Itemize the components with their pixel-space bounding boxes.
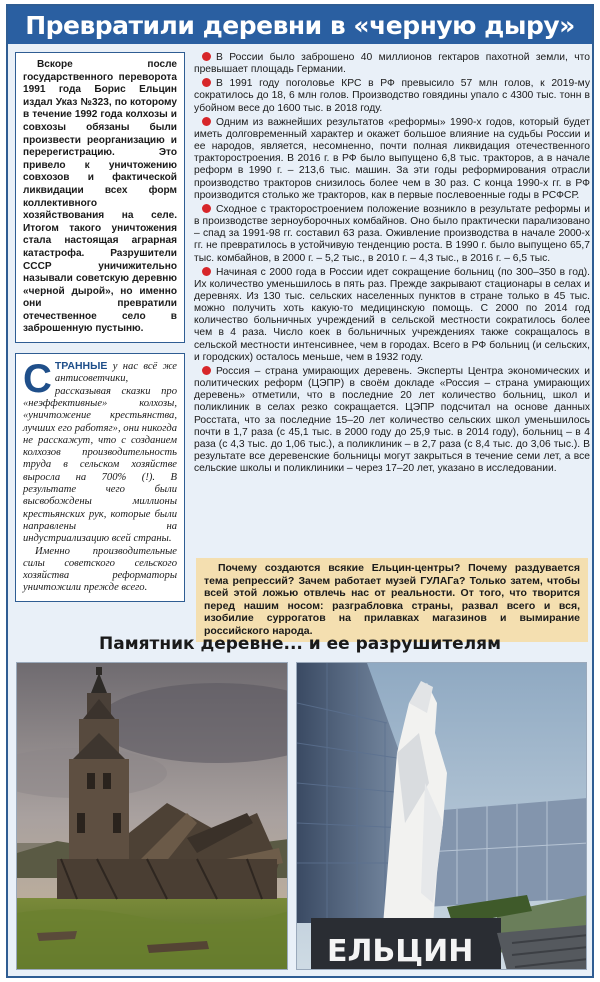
fact-item: В России было заброшено 40 миллионов гектаров пахотной земли, что превышает площадь Германии.	[194, 52, 590, 76]
bullet-icon	[202, 204, 211, 213]
fact-item: Начиная с 2000 года в России идет сокращение больниц (по 300–350 в год). Их количество уменьшилось в пять раз. Прежде закрывают стационары в селах и деревнях. Из 130 тыс. сельских населенных пунктов в стране только в 45 тыс. можно получить хоть какую-то медицинскую помощь. С 2000 по 2014 год количество больничных учреждений в сельской местности сократилось более чем в 4 раза. Число коек в больничных учреждениях также сокращалось в сельской местности интенсивнее, чем в городах. Всего в РФ больниц (и сельских, и городских) осталось меньше, чем в 1932 году.	[194, 266, 590, 363]
aside-paragraph-1	[23, 357, 177, 545]
bullet-icon	[202, 52, 211, 61]
callout-box: Почему создаются всякие Ельцин-центры? Почему раздувается тема репрессий? Зачем работает музей ГУЛАГа? Только затем, чтобы всей этой ложью отвлечь нас от реальности. От того, что творится перед нашим носом: разграбловка страны, развал всего и вся, изобилие суррогатов на прилавках магазинов и вымирание российского народа.	[196, 558, 588, 642]
bullet-icon	[202, 366, 211, 375]
intro-text: Вскоре после государственного переворота 1991 года Борис Ельцин издал Указ №323, по которому в течение 1992 года колхозы и совхозы обязаны были произвести реорганизацию и перерегистрацию. Это привело к уничтожению совхозов и фактической ликвидации всех форм коллективного хозяйствования на селе. Итогом такого уничтожения стала настоящая аграрная катастрофа. Разрушители СССР уничижительно называли советскую деревню «черной дырой», но именно они превратили отечественное село в заброшенную пустыню.	[23, 59, 177, 335]
left-column	[15, 52, 185, 602]
fact-item: Сходное с тракторостроением положение возникло в результате реформы и в производстве зерноуборочных комбайнов. Оно было практически парализовано – спад за 1991-98 гг. составил 63 раза. Оживление производства в начале 2000-х гг. не превратилось в устойчивую тенденцию роста. В 1990 г. было выпущено 65,7 тыс. комбайнов, в 2000 г. – 5,2 тыс., в 2010 г. – 4,3 тыс., в 2016 г. – 6,5 тыс.	[194, 203, 590, 264]
bullet-icon	[202, 117, 211, 126]
monument-image	[297, 663, 587, 970]
bullet-icon	[202, 267, 211, 276]
monument-photo	[296, 662, 587, 970]
headline: Превратили деревни в «черную дыру»	[8, 6, 592, 44]
fact-item: В 1991 году поголовье КРС в РФ превысило 57 млн голов, к 2019-му сократилось до 18, 6 млн голов. Производство говядины упало с 4300 тыс. тонн в убойном весе до 1600 тыс. в 2018 году.	[194, 78, 590, 114]
aside-box	[15, 353, 185, 602]
intro-box	[15, 52, 185, 343]
fact-item: Россия – страна умирающих деревень. Эксперты Центра экономических и политических реформ (ЦЭПР) в своём докладе «Россия – страна умирающих деревень» отметили, что в последние 20 лет количество больниц, школ и поликлиник в селах резко сокращается. ЦЭПР подсчитал на основе данных Росстата, что за последние 15–20 лет количество сельских школ уменьшилось почти в 1,7 раза (с 45,1 тыс. в 2000 году до 25,9 тыс. в 2014 году), больниц – в 4 раза (с 4,3 тыс. до 1,06 тыс.), а поликлиник – в 2,7 раза (с 8,4 тыс. до 3,06 тыс.). В результате все деревенские больницы могут закрыться в течение семи лет, а все сельские школы и поликлиники – через 17–20 лет, указано в исследовании.	[194, 365, 590, 475]
photo-subheading: Памятник деревне... и ее разрушителям	[99, 634, 501, 654]
ruined-church-image	[17, 663, 288, 970]
aside-paragraph-2: Именно производительные силы советского сельского хозяйства реформаторы уничтожили прежде всего.	[23, 545, 177, 594]
ruined-church-photo	[16, 662, 288, 970]
bullet-icon	[202, 78, 211, 87]
facts-column	[194, 52, 590, 477]
fact-item: Одним из важнейших результатов «реформы» 1990-х годов, который будет иметь долговременный характер и окажет большое влияние на судьбы России и ее народов, является, несомненно, почти полная ликвидация отечественного тракторостроения. В 2016 г. в РФ было выпущено 6,8 тыс. тракторов, а в начале реформ в 1990 г. – 213,6 тыс. машин. За эти годы реформирования отрасли производство тракторов снизилось более чем в 30 раз. С конца 1990-х гг. в РФ производится столько же тракторов, как в первые послевоенные годы в РСФСР.	[194, 116, 590, 201]
aside-lead-word: ТРАННЫЕ	[54, 360, 108, 373]
monument-inscription: ЕЛЬЦИН	[327, 934, 474, 969]
article-page	[6, 4, 594, 978]
drop-cap: С	[23, 357, 52, 402]
aside-text-1: у нас всё же антисоветчики, рассказывая сказки про «неэффективные» колхозы, «уничтожение крестьянства, лучших его работяг», они никогда не расскажут, что с созданием колхозов производительность труда в сельском хозяйстве выросла на 700% (!). В результате чего были высвобождены миллионы крестьянских рук, которые были направлены на индустриализацию всей страны.	[23, 361, 177, 545]
